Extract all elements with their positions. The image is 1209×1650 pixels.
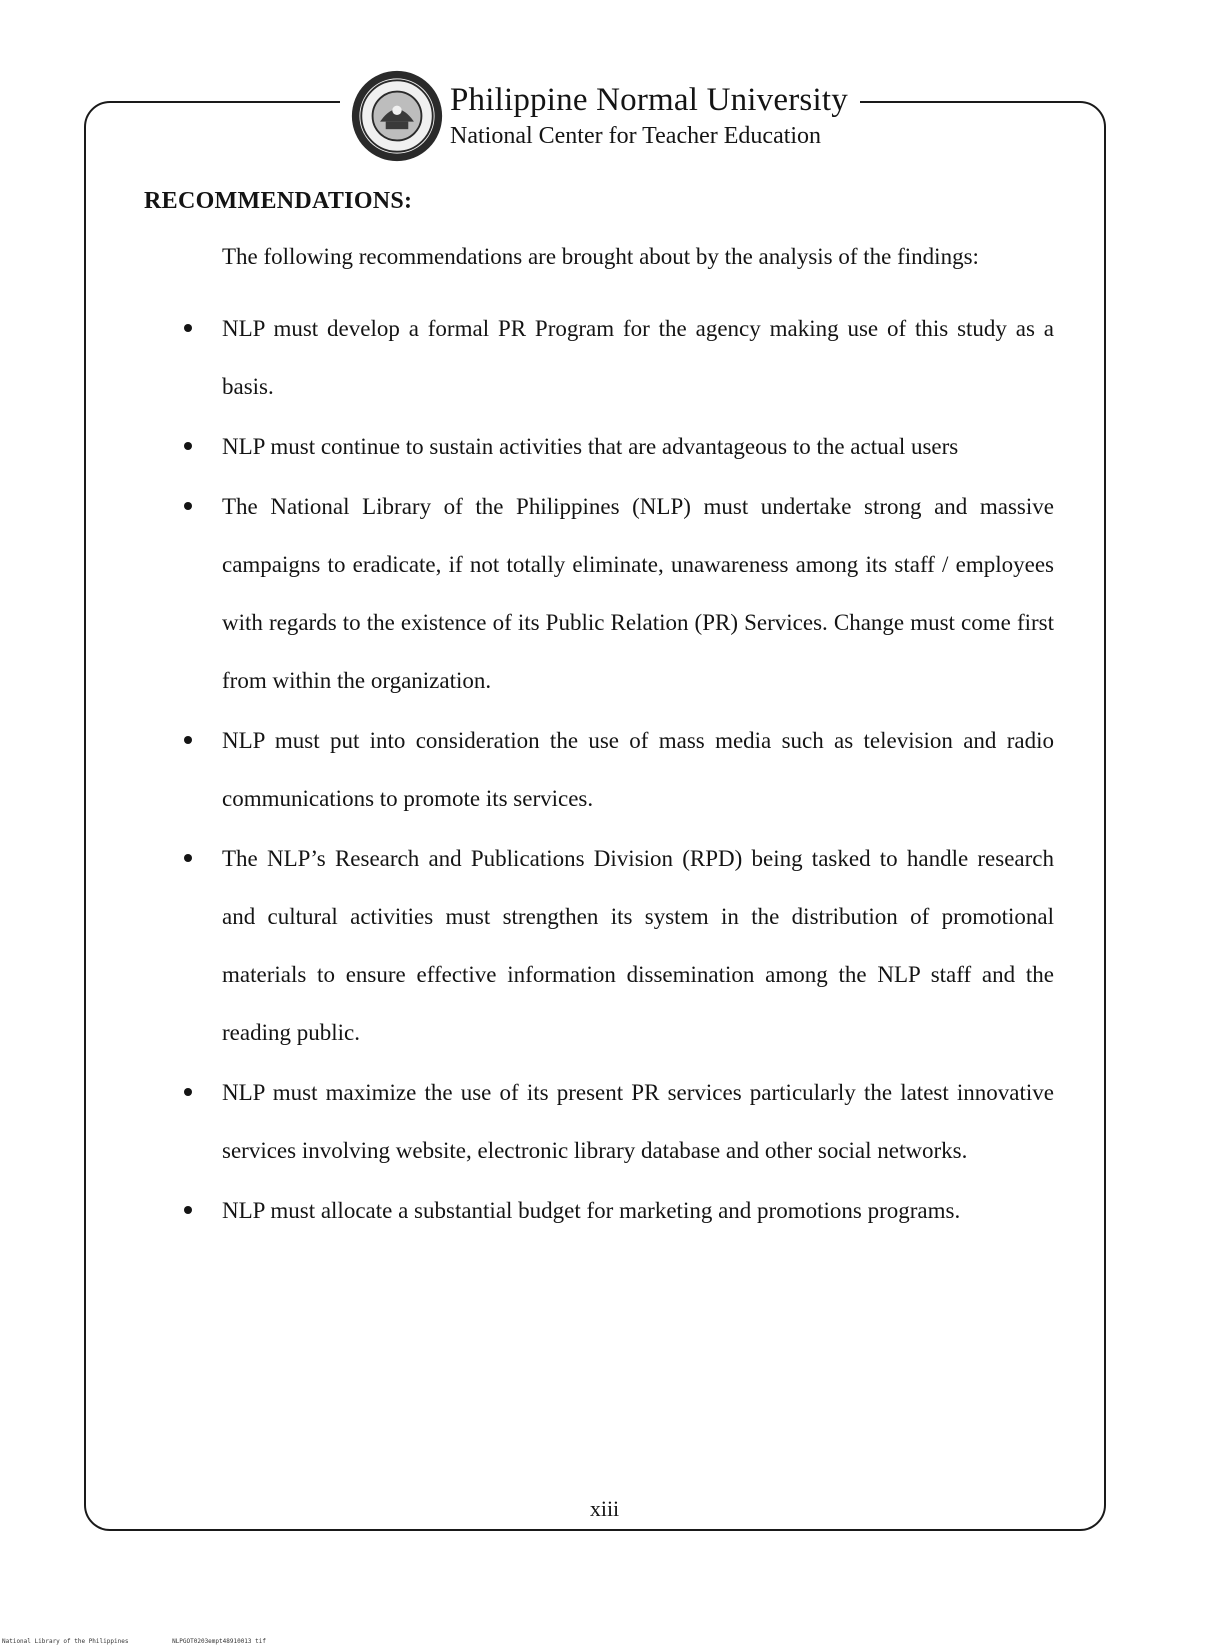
recommendations-list (184, 300, 1054, 1242)
section-heading: RECOMMENDATIONS: (144, 188, 413, 214)
recommendation-item (184, 830, 1054, 1062)
bullet-icon (184, 502, 192, 510)
recommendation-item (184, 712, 1054, 828)
bullet-icon (184, 442, 192, 450)
recommendation-text: NLP must develop a formal PR Program for the agency making use of this study as a basis. (222, 316, 1054, 399)
bullet-icon (184, 854, 192, 862)
recommendation-item (184, 418, 1054, 476)
bullet-icon (184, 324, 192, 332)
university-seal-icon (350, 69, 444, 163)
scan-footer-left: National Library of the Philippines (2, 1638, 129, 1645)
recommendation-text: NLP must allocate a substantial budget for marketing and promotions programs. (222, 1198, 961, 1223)
recommendation-item (184, 1064, 1054, 1180)
scan-footer (2, 1638, 306, 1645)
page-number: xiii (589, 1496, 620, 1521)
recommendation-text: NLP must continue to sustain activities that are advantageous to the actual users (222, 434, 959, 459)
recommendation-text: NLP must maximize the use of its present PR services particularly the latest innovative services involving website, electronic library database and other social networks. (222, 1080, 1054, 1163)
university-name: Philippine Normal University (450, 82, 848, 118)
bullet-icon (184, 1088, 192, 1096)
recommendation-item (184, 1182, 1054, 1240)
recommendation-text: The National Library of the Philippines (NLP) must undertake strong and massive campaigns to eradicate, if not totally eliminate, unawareness among its staff / employees with regards to the existence of its Public Relation (PR) Services. Change must come first from within the organization. (222, 494, 1054, 693)
letterhead (340, 68, 860, 164)
bullet-icon (184, 736, 192, 744)
bullet-icon (184, 1206, 192, 1214)
letterhead-text (450, 81, 848, 151)
recommendation-item (184, 300, 1054, 416)
section-intro: The following recommendations are brought about by the analysis of the findings: (222, 244, 979, 269)
university-subtitle: National Center for Teacher Education (450, 123, 822, 149)
recommendation-text: NLP must put into consideration the use of mass media such as television and radio communications to promote its services. (222, 728, 1054, 811)
recommendation-item (184, 478, 1054, 710)
recommendation-text: The NLP’s Research and Publications Division (RPD) being tasked to handle research and cultural activities must strengthen its system in the distribution of promotional materials to ensure effective information dissemination among the NLP staff and the reading public. (222, 846, 1054, 1045)
scan-footer-right: NLPGOT0203empt48910013 tif (172, 1638, 266, 1645)
